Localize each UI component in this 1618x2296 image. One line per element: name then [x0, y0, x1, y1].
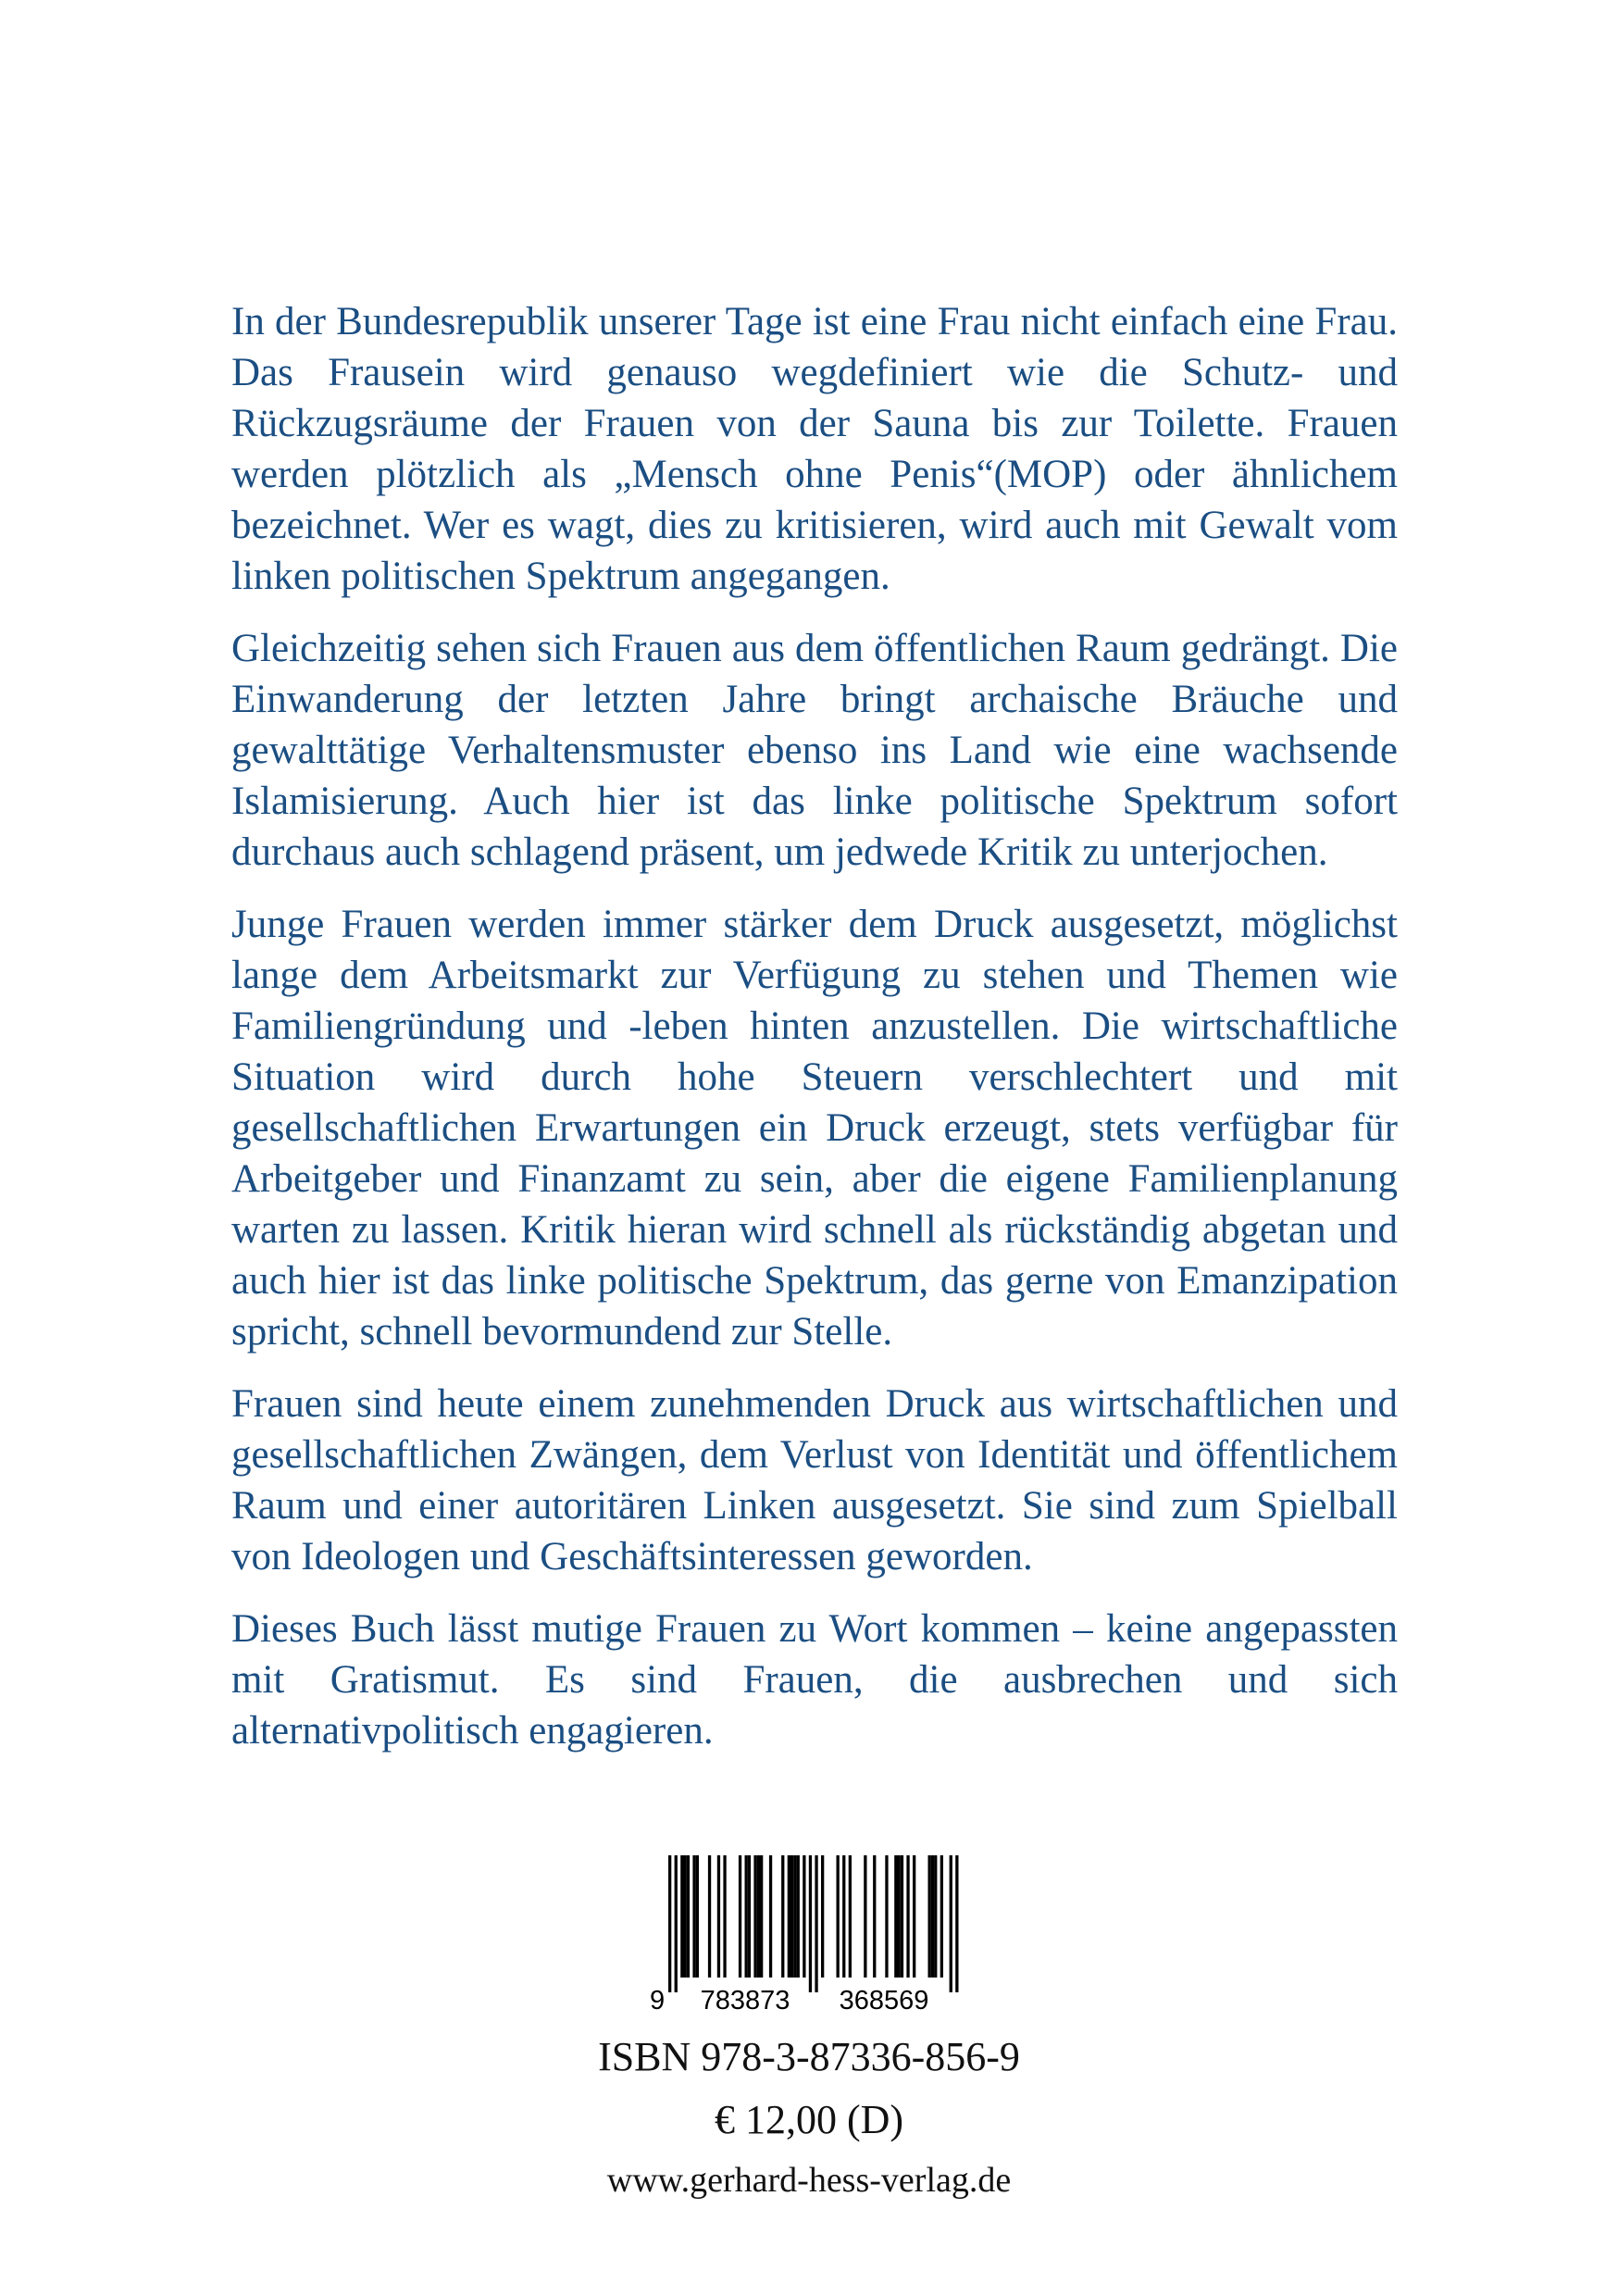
barcode-bar — [696, 1855, 699, 1978]
barcode-bar — [717, 1855, 720, 1978]
barcode-bar — [928, 1855, 931, 1978]
barcode-bar — [684, 1855, 687, 1978]
barcode-bar — [675, 1855, 678, 1992]
barcode-left-digits: 783873 — [700, 1986, 790, 2014]
barcode-bar — [913, 1855, 915, 1978]
barcode-bar — [894, 1855, 897, 1978]
barcode-bar — [797, 1855, 800, 1978]
barcode-bar — [809, 1855, 812, 1992]
barcode — [648, 1852, 972, 2014]
barcode-bar — [668, 1855, 671, 1992]
barcode-bar — [760, 1855, 763, 1978]
barcode-graphic — [648, 1852, 972, 2014]
barcode-bar — [955, 1855, 958, 1992]
barcode-bar — [781, 1855, 784, 1978]
barcode-bar — [723, 1855, 726, 1978]
barcode-bar — [753, 1855, 756, 1978]
barcode-bar — [757, 1855, 760, 1978]
blurb-text — [231, 296, 1398, 1778]
barcode-bar — [821, 1855, 824, 1978]
barcode-bar — [687, 1855, 690, 1978]
barcode-bar — [837, 1855, 840, 1978]
barcode-bar — [708, 1855, 711, 1978]
barcode-bar — [931, 1855, 934, 1978]
barcode-bar — [692, 1855, 695, 1978]
barcode-bar — [815, 1855, 817, 1992]
barcode-bar — [769, 1855, 772, 1978]
barcode-bar — [793, 1855, 796, 1978]
blurb-paragraph-5: Dieses Buch lässt mutige Frauen zu Wort kommen – keine angepassten mit Gratismut. Es sind Frauen, die ausbrechen und sich alternativpolitisch engagieren. — [231, 1607, 1398, 1753]
barcode-bar — [950, 1855, 952, 1992]
barcode-bar — [788, 1855, 790, 1978]
barcode-bar — [680, 1855, 683, 1978]
barcode-bar — [748, 1855, 751, 1978]
blurb-paragraph-4: Frauen sind heute einem zunehmenden Druck aus wirtschaftlichen und gesellschaftlichen Zwängen, dem Verlust von Identität und öffentlichem Raum und einer autoritären Linken ausgesetzt. Sie sind zum Spielball von Ideologen und Geschäftsinteressen geworden. — [231, 1382, 1398, 1578]
barcode-bar — [745, 1855, 748, 1978]
price-label: € 12,00 (D) — [714, 2097, 904, 2142]
blurb-paragraph-2: Gleichzeitig sehen sich Frauen aus dem öffentlichen Raum gedrängt. Die Einwanderung der letzten Jahre bringt archaische Bräuche und gewalttätige Verhaltensmuster ebenso ins Land wie eine wachsende Islamisierung. Auch hier ist das linke politische Spektrum sofort durchaus auch schlagend präsent, um jedwede Kritik zu unterjochen. — [231, 627, 1398, 874]
barcode-bar — [849, 1855, 852, 1978]
barcode-bar — [873, 1855, 876, 1978]
barcode-bar — [898, 1855, 901, 1978]
barcode-bar — [934, 1855, 937, 1978]
blurb-paragraph-1: In der Bundesrepublik unserer Tage ist eine Frau nicht einfach eine Frau. Das Frausein wird genauso wegdefiniert wie die Schutz- und Rückzugsräume der Frauen von der Sauna bis zur Toilette. Frauen werden plötzlich als „Mensch ohne Penis“(MOP) oder ähnlichem bezeichnet. Wer es wagt, dies zu kritisieren, wird auch mit Gewalt vom linken politischen Spektrum angegangen. — [231, 300, 1398, 598]
blurb-paragraph-3: Junge Frauen werden immer stärker dem Druck ausgesetzt, möglichst lange dem Arbeitsmarkt zur Verfügung zu stehen und Themen wie Familiengründung und -leben hinten anzustellen. Die wirtschaftliche Situation wird durch hohe Steuern verschlechtert und mit gesellschaftlichen Erwartungen ein Druck erzeugt, stets verfügbar für Arbeitgeber und Finanzamt zu sein, aber die eigene Familienplanung warten zu lassen. Kritik hieran wird schnell als rückständig abgetan und auch hier ist das linke politische Spektrum, das gerne von Emanzipation spricht, schnell bevormundend zur Stelle. — [231, 903, 1398, 1354]
barcode-bar — [864, 1855, 866, 1978]
barcode-bar — [885, 1855, 888, 1978]
barcode-bar — [790, 1855, 793, 1978]
barcode-bar — [906, 1855, 909, 1978]
publisher-website: www.gerhard-hess-verlag.de — [606, 2161, 1012, 2200]
barcode-bar — [901, 1855, 903, 1978]
barcode-first-digit: 9 — [650, 1986, 666, 2014]
barcode-right-digits: 368569 — [839, 1986, 929, 2014]
isbn-label: ISBN 978-3-87336-856-9 — [598, 2034, 1020, 2079]
barcode-bar — [739, 1855, 741, 1978]
barcode-bar — [940, 1855, 943, 1978]
barcode-bars — [668, 1855, 959, 1992]
barcode-bar — [803, 1855, 805, 1978]
barcode-bar — [842, 1855, 845, 1978]
